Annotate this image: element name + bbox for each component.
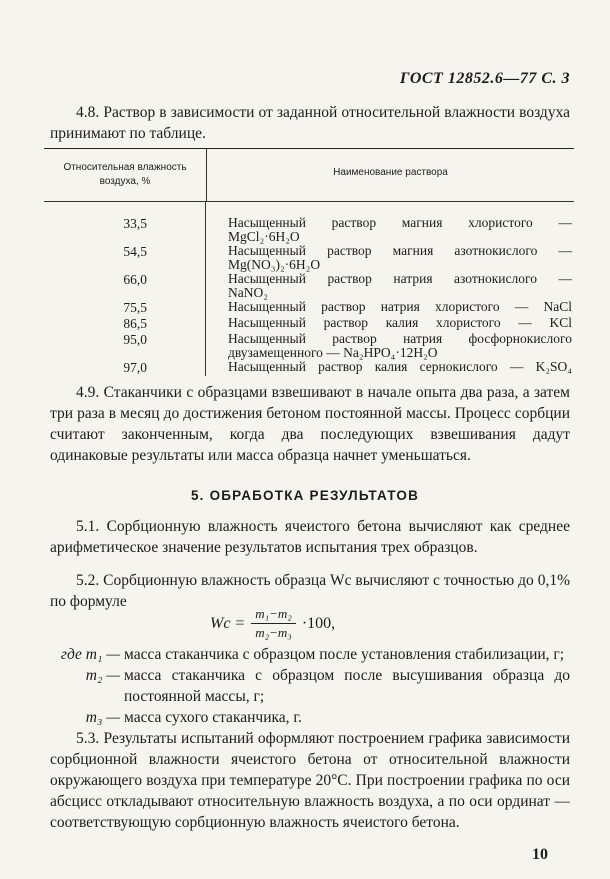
paragraph-5-2: 5.2. Сорбционную влажность образца Wс вычисляют с точностью до 0,1% по формуле — [50, 572, 570, 610]
table-row — [44, 300, 574, 316]
humidity-value: 86,5 — [123, 316, 147, 331]
humidity-value: 54,5 — [123, 244, 147, 259]
solution-name: Насыщенный раствор натрия фосфорнокислого двузамещенного — Na₂HPO₄·12H₂O — [228, 331, 572, 360]
paragraph-5-1: 5.1. Сорбционную влажность ячеистого бетона вычисляют как среднее арифметическое значение результатов испытания трех образцов. — [50, 518, 570, 556]
solution-name: Насыщенный раствор натрия азотнокислого — NaNO₂ — [228, 271, 572, 300]
table-body — [44, 202, 574, 380]
humidity-value: 75,5 — [123, 300, 147, 315]
formula-tail: ·100, — [301, 614, 336, 632]
table-header — [44, 149, 574, 202]
definition-m3: m₃ — масса сухого стаканчика, г. — [85, 709, 302, 726]
table-row — [44, 332, 574, 360]
solution-name: Насыщенный раствор калия хлористого — KCl — [228, 315, 572, 330]
definition-m2: m₂ — масса стаканчика с образцом после высушивания образца до постоянной массы, г; — [85, 667, 570, 705]
humidity-value: 97,0 — [123, 360, 147, 375]
paragraph-4-8: 4.8. Раствор в зависимости от заданной относительной влажности воздуха принимают по таблице. — [50, 104, 570, 142]
table-row — [44, 244, 574, 272]
humidity-value: 33,5 — [123, 216, 147, 231]
formula-denominator: m₂−m₃ — [255, 625, 292, 640]
paragraph-5-3: 5.3. Результаты испытаний оформляют построением графика зависимости сорбционной влажности ячеистого бетона от относительной влажности окружающего воздуха при температуре 20°С. При построении графика по оси абсцисс откладывают относительную влажность воздуха, а по оси ординат — соответствующую сорбционную влажность ячеистого бетона. — [50, 730, 570, 831]
formula-lhs: Wс = — [210, 614, 246, 632]
solution-name: Насыщенный раствор натрия хлористого — NaCl — [228, 299, 572, 314]
solution-name: Насыщенный раствор калия сернокислого — K₂SO₄ — [228, 359, 572, 374]
solutions-table — [44, 148, 574, 380]
formula-numerator: m₁−m₂ — [251, 606, 296, 624]
table-row — [44, 202, 574, 244]
solution-name: Насыщенный раствор магния хлористого — MgCl₂·6H₂O — [228, 215, 572, 244]
col-header-humidity: Относительная влажность воздуха, % — [44, 149, 207, 201]
definition-m1: где m₁ — масса стаканчика с образцом после установления стабилизации, г; — [60, 646, 565, 663]
col-header-solution: Наименование раствора — [333, 167, 448, 178]
page-number: 10 — [532, 846, 548, 863]
paragraph-4-9: 4.9. Стаканчики с образцами взвешивают в начале опыта два раза, а затем три раза в месяц до достижения бетоном постоянной массы. Процесс сорбции считают законченным, когда два последующих взвешивания дадут одинаковые результаты или масса образца начнет уменьшаться. — [50, 384, 570, 464]
formula — [210, 606, 335, 641]
formula-fraction — [251, 606, 296, 641]
variable-definitions — [50, 644, 570, 728]
humidity-value: 66,0 — [123, 272, 147, 287]
section-title: 5. ОБРАБОТКА РЕЗУЛЬТАТОВ — [190, 488, 420, 503]
table-row — [44, 316, 574, 332]
table-row — [44, 272, 574, 300]
page-header: ГОСТ 12852.6—77 С. 3 — [399, 70, 570, 87]
solution-name: Насыщенный раствор магния азотнокислого — Mg(NO₃)₂·6H₂O — [228, 243, 572, 272]
humidity-value: 95,0 — [123, 332, 147, 347]
table-row — [44, 360, 574, 380]
